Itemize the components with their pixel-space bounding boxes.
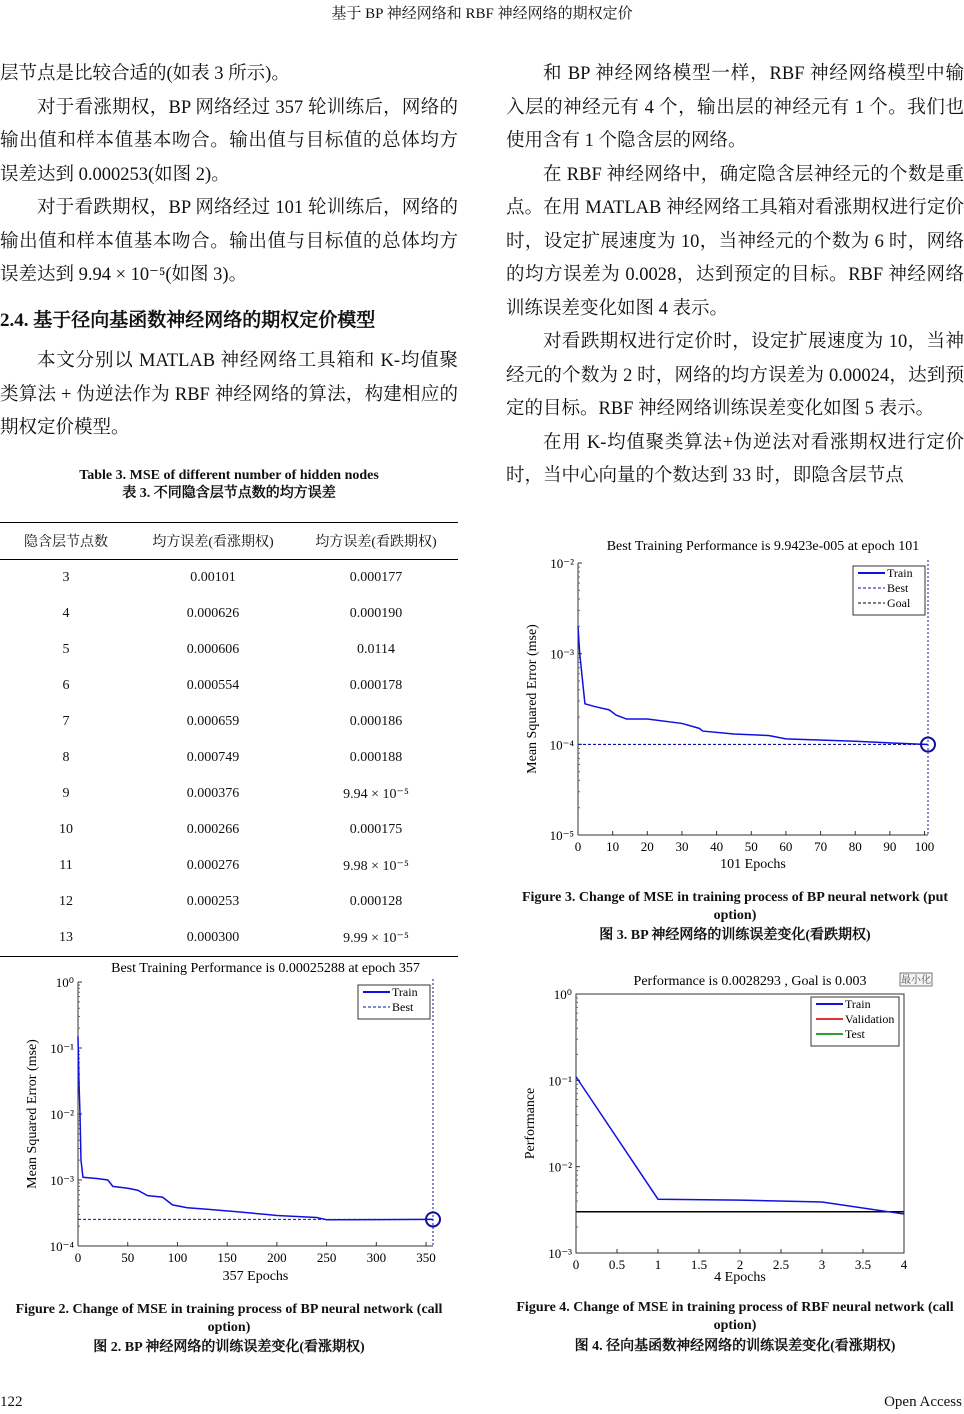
table-cell: 6 [62,678,70,693]
x-tick-label: 10 [606,839,620,854]
table-cell: 0.000659 [186,714,240,729]
figure-2-chart [0,950,460,1285]
table-cell: 9 [62,786,70,801]
chart-title: Best Training Performance is 0.00025288 at epoch 357 [111,961,420,976]
y-tick-label: 10⁻¹ [50,1041,74,1056]
publisher-label: Open Access [884,1394,962,1410]
table-caption-cn: 表 3. 不同隐含层节点数的均方误差 [122,486,336,501]
table-cell: 9.99 × 10⁻⁵ [294,920,458,957]
table-cell: 0.000266 [186,822,240,837]
y-tick-label: 10⁻³ [550,646,574,662]
y-tick-label: 10⁻⁵ [549,828,574,843]
paragraph: 对看跌期权进行定价时，设定扩展速度为 10，当神经元的个数为 2 时，网络的均方误差为 0.00024，达到预定的目标。RBF 神经网络训练误差变化如图 5 表示。 [506,332,964,419]
x-tick-label: 90 [883,839,897,854]
table-cell: 0.000554 [186,678,240,693]
minimize-button-label[interactable]: 最小化 [901,975,931,986]
table-cell: 10 [59,822,73,837]
x-tick-label: 1.5 [690,1257,708,1272]
left-column [0,58,458,293]
table-cell: 0.000376 [186,786,240,801]
paragraph: 本文分别以 MATLAB 神经网络工具箱和 K-均值聚类算法 + 伪逆法作为 RBF 神经网络的算法，构建相应的期权定价模型。 [0,351,458,438]
running-title: 基于 BP 神经网络和 RBF 神经网络的期权定价 [331,6,633,22]
legend-label: Best [392,1000,414,1014]
table-cell: 0.000188 [349,750,403,765]
y-tick-label: 10⁻¹ [548,1073,572,1089]
table-cell: 0.000749 [186,750,240,765]
table-cell: 0.000300 [132,920,294,957]
table-cell: 8 [62,750,70,765]
figure-caption-en: Figure 2. Change of MSE in training process of BP neural network (call option) [15,1302,443,1335]
figure-4-chart [500,965,964,1285]
table-row [0,668,458,704]
x-tick-label: 30 [675,839,689,854]
table-row [0,704,458,740]
x-tick-label: 200 [267,1250,287,1265]
x-axis-label: 101 Epochs [720,857,786,872]
table-cell: 3 [62,570,70,585]
y-tick-label: 10⁻² [548,1159,572,1175]
figure-caption-cn: 图 4. 径向基函数神经网络的训练误差变化(看涨期权) [574,1339,896,1354]
column-header: 均方误差(看涨期权) [132,523,294,560]
x-tick-label: 50 [121,1250,135,1265]
table-row [0,848,458,884]
column-header: 均方误差(看跌期权) [294,523,458,560]
table-cell: 7 [62,714,70,729]
table-cell: 13 [0,920,132,957]
x-tick-label: 0.5 [608,1257,626,1272]
paragraph: 在 RBF 神经网络中，确定隐含层神经元的个数是重点。在用 MATLAB 神经网络工具箱对看涨期权进行定价时，设定扩展速度为 10，当神经元的个数为 6 时，网络的均方误差为 0.0028，达到预定的目标。RBF 神经网络训练误差变化如图 4 表示。 [506,164,964,319]
x-tick-label: 70 [814,839,828,854]
table-cell: 0.0114 [357,642,395,657]
y-axis-label: Performance [523,1087,538,1160]
table-row [0,740,458,776]
figure-caption-cn: 图 3. BP 神经网络的训练误差变化(看跌期权) [599,928,871,943]
x-tick-label: 4 [900,1257,908,1272]
table-cell: 5 [62,642,70,657]
legend-label: Train [845,997,871,1011]
table-cell: 9.98 × 10⁻⁵ [343,858,409,874]
x-tick-label: 100 [167,1250,188,1265]
right-column [506,58,964,494]
x-tick-label: 3.5 [854,1257,872,1272]
table-row [0,632,458,668]
x-tick-label: 2.5 [772,1257,790,1272]
x-axis-label: 4 Epochs [714,1270,766,1285]
x-tick-label: 50 [744,839,758,854]
legend-label: Validation [845,1012,895,1026]
table-cell: 0.000177 [349,570,403,585]
legend-label: Best [887,581,909,595]
table-cell: 0.000178 [349,678,403,693]
y-tick-label: 10⁻⁴ [549,737,574,753]
y-tick-label: 10⁻² [550,556,574,571]
x-tick-label: 60 [779,839,793,854]
x-tick-label: 0 [74,1250,82,1265]
y-axis-label: Mean Squared Error (mse) [25,1039,40,1189]
plot-area [78,982,433,1246]
x-tick-label: 40 [710,839,724,854]
legend-label: Train [887,566,913,580]
section-heading: 2.4. 基于径向基函数神经网络的期权定价模型 [0,310,376,331]
x-tick-label: 3 [818,1257,826,1272]
chart-title: Best Training Performance is 9.9423e-005 at epoch 101 [606,539,920,554]
y-tick-label: 10⁻³ [548,1246,572,1261]
y-tick-label: 10⁻⁴ [49,1239,74,1254]
x-tick-label: 0 [572,1257,580,1272]
paragraph: 对于看跌期权，BP 网络经过 101 轮训练后，网络的输出值和样本值基本吻合。输出值与目标值的总体均方误差达到 9.94 × 10⁻⁵(如图 3)。 [0,198,458,285]
legend-label: Goal [887,596,911,610]
y-tick-label: 10⁻³ [50,1173,74,1188]
table-cell: 0.000606 [186,642,240,657]
table-cell: 0.00101 [190,570,236,585]
table-cell: 4 [62,606,70,621]
y-tick-label: 10⁰ [55,975,74,990]
table-header-row [0,523,458,560]
table-cell: 0.000128 [349,894,403,909]
figure-caption-en: Figure 4. Change of MSE in training process of RBF neural network (call option) [516,1300,954,1333]
y-tick-label: 10⁰ [553,987,572,1002]
table-cell: 0.000186 [349,714,403,729]
x-tick-label: 2 [736,1257,744,1272]
paragraph: 在用 K-均值聚类算法+伪逆法对看涨期权进行定价时，当中心向量的个数达到 33 时，即隐含层节点 [506,432,964,486]
x-tick-label: 350 [416,1250,436,1265]
table-caption-en: Table 3. MSE of different number of hidden nodes [79,468,379,483]
table-row [0,884,458,920]
column-header: 隐含层节点数 [0,523,132,560]
table-cell: 9.94 × 10⁻⁵ [343,786,409,802]
x-tick-label: 1 [654,1257,662,1272]
table-row [0,776,458,812]
x-tick-label: 300 [366,1250,387,1265]
paragraph: 层节点是比较合适的(如表 3 所示)。 [0,64,290,84]
y-tick-label: 10⁻² [50,1107,74,1122]
table-row [0,560,458,597]
x-tick-label: 250 [316,1250,337,1265]
paragraph: 和 BP 神经网络模型一样，RBF 神经网络模型中输入层的神经元有 4 个，输出层的神经元有 1 个。我们也使用含有 1 个隐含层的网络。 [506,64,964,151]
y-axis-label: Mean Squared Error (mse) [525,624,540,774]
x-tick-label: 80 [848,839,862,854]
figure-caption-en: Figure 3. Change of MSE in training process of BP neural network (put option) [521,890,949,923]
x-axis-label: 357 Epochs [222,1269,289,1284]
figure-3-chart [500,530,964,880]
table-3 [0,522,458,957]
table-cell: 0.000253 [186,894,240,909]
table-cell: 0.000276 [186,858,240,873]
table-cell: 0.000626 [186,606,240,621]
table-cell: 11 [59,858,73,873]
legend-label: Train [392,985,418,999]
page-number: 122 [0,1394,23,1410]
x-tick-label: 100 [914,839,935,854]
table-row [0,812,458,848]
figure-caption-cn: 图 2. BP 神经网络的训练误差变化(看涨期权) [93,1340,365,1355]
table-cell: 0.000175 [349,822,403,837]
x-tick-label: 0 [574,839,582,854]
paragraph: 对于看涨期权，BP 网络经过 357 轮训练后，网络的输出值和样本值基本吻合。输出值与目标值的总体均方误差达到 0.000253(如图 2)。 [0,97,458,185]
x-tick-label: 20 [640,839,654,854]
legend-label: Test [845,1027,865,1041]
x-tick-label: 150 [217,1250,237,1265]
table-cell: 12 [59,894,73,909]
table-cell: 0.000190 [349,606,403,621]
table-row [0,596,458,632]
chart-title: Performance is 0.0028293 , Goal is 0.003 [633,974,867,989]
